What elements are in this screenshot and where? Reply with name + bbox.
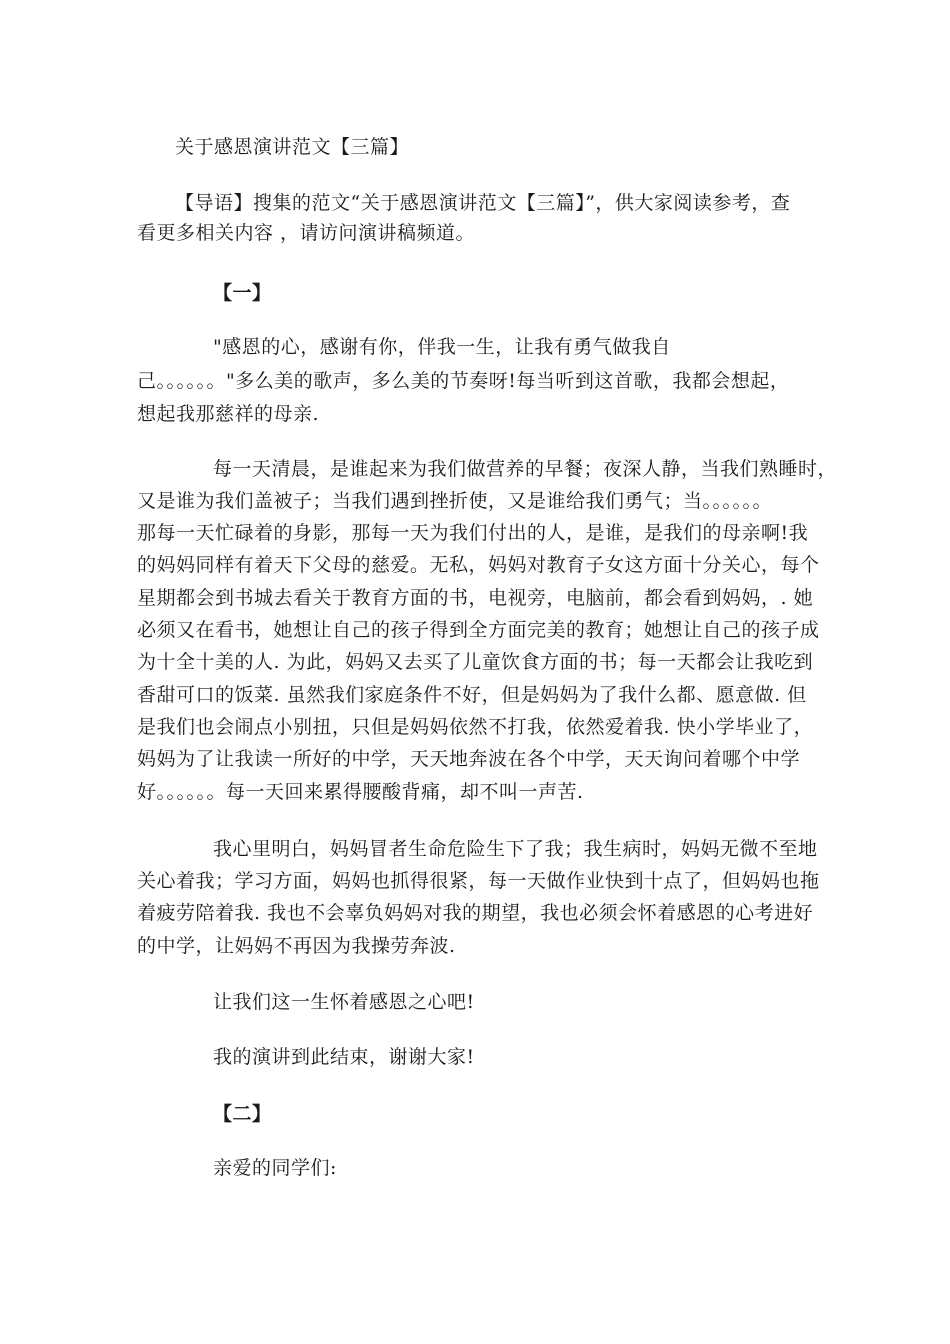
s1-p2-line-2: 又是谁为我们盖被子；当我们遇到挫折使，又是谁给我们勇气；当。。。。。。 [137, 490, 773, 512]
intro-line-1: 【导语】搜集的范文“关于感恩演讲范文【三篇】”，供大家阅读参考，查 [175, 192, 791, 214]
s1-p1-line-2: 己。。。。。。"多么美的歌声，多么美的节奏呀!每当听到这首歌，我都会想起， [137, 370, 790, 392]
intro-line-2: 看更多相关内容 ，请访问演讲稿频道。 [137, 222, 476, 244]
s1-p2-line-8: 香甜可口的饭菜. 虽然我们家庭条件不好，但是妈妈为了我什么都、愿意做. 但 [137, 684, 807, 706]
s1-p2-line-6: 必须又在看书，她想让自己的孩子得到全方面完美的教育；她想让自己的孩子成 [137, 619, 820, 641]
s2-p1: 亲爱的同学们: [213, 1157, 337, 1179]
s1-p2-line-11: 好。。。。。。每一天回来累得腰酸背痛，却不叫一声苦. [137, 781, 584, 803]
s1-p1-line-3: 想起我那慈祥的母亲. [137, 403, 320, 425]
s1-p2-line-7: 为十全十美的人. 为此，妈妈又去买了儿童饮食方面的书；每一天都会让我吃到 [137, 651, 814, 673]
s1-p3-line-2: 关心着我；学习方面，妈妈也抓得很紧，每一天做作业快到十点了，但妈妈也拖 [137, 870, 820, 892]
s1-p3-line-1: 我心里明白，妈妈冒者生命危险生下了我；我生病时，妈妈无微不至地 [213, 838, 818, 860]
section-one-heading: 【一】 [213, 282, 272, 304]
s1-p3-line-4: 的中学，让妈妈不再因为我操劳奔波. [137, 935, 456, 957]
s1-p2-line-4: 的妈妈同样有着天下父母的慈爱。无私，妈妈对教育子女这方面十分关心，每个 [137, 554, 820, 576]
s1-p2-line-5: 星期都会到书城去看关于教育方面的书，电视旁，电脑前，都会看到妈妈，. 她 [137, 587, 814, 609]
section-two-heading: 【二】 [213, 1103, 272, 1125]
s1-p2-line-9: 是我们也会闹点小别扭，只但是妈妈依然不打我，依然爱着我. 快小学毕业了， [137, 716, 814, 738]
s1-p4: 让我们这一生怀着感恩之心吧! [213, 991, 475, 1013]
s1-p2-line-3: 那每一天忙碌着的身影，那每一天为我们付出的人，是谁，是我们的母亲啊!我 [137, 522, 809, 544]
s1-p2-line-10: 妈妈为了让我读一所好的中学，天天地奔波在各个中学，天天询问着哪个中学 [137, 748, 801, 770]
s1-p3-line-3: 着疲劳陪着我. 我也不会辜负妈妈对我的期望，我也必须会怀着感恩的心考进好 [137, 902, 814, 924]
s1-p5: 我的演讲到此结束，谢谢大家! [213, 1046, 475, 1068]
document-title: 关于感恩演讲范文【三篇】 [175, 136, 410, 158]
s1-p1-line-1: "感恩的心，感谢有你，伴我一生，让我有勇气做我自 [213, 336, 671, 358]
s1-p2-line-1: 每一天清晨，是谁起来为我们做营养的早餐；夜深人静，当我们熟睡时， [213, 458, 838, 480]
